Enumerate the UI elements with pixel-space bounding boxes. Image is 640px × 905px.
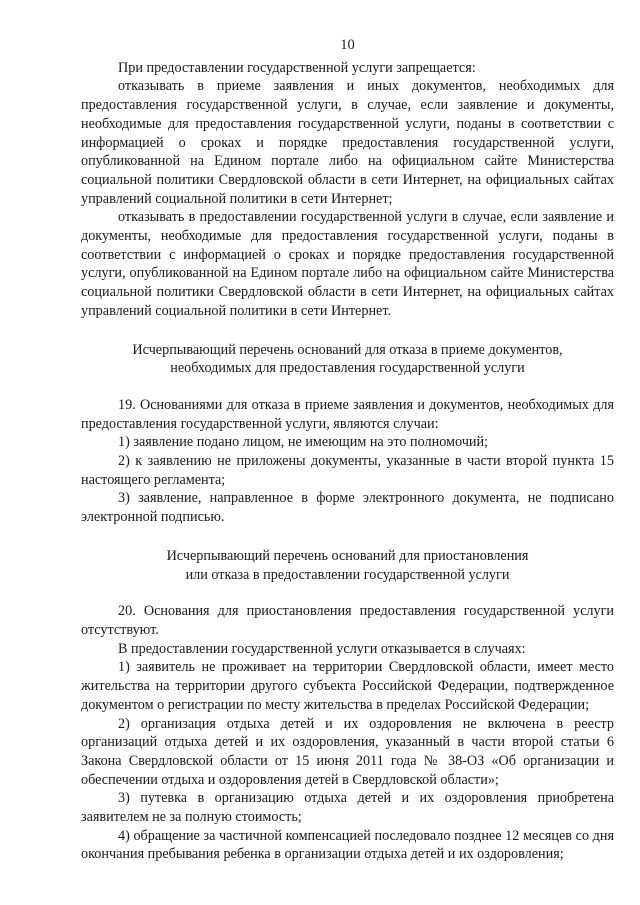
section-heading-document-refusal	[81, 341, 614, 378]
list-item: 2) организация отдыха детей и их оздоровления не включена в реестр организаций отдыха детей и их оздоровления, указанный в части второй статьи 6 Закона Свердловской области от 15 июня 2011 года № 38-ОЗ «Об организации и обеспечении отдыха и оздоровления детей в Свердловской области»;	[81, 715, 614, 788]
spacer	[81, 527, 614, 547]
prohibitions-intro: При предоставлении государственной услуги запрещается:	[118, 59, 476, 76]
page-number: 10	[340, 37, 355, 53]
list-item: 1) заявитель не проживает на территории Свердловской области, имеет место жительства на территории другого субъекта Российской Федерации, подтвержденное документом о регистрации по месту жительства в пределах Российской Федерации;	[81, 659, 614, 713]
list-item: 3) заявление, направленное в форме электронного документа, не подписано электронной подписью.	[81, 490, 614, 526]
heading-line: или отказа в предоставлении государственной услуги	[185, 566, 510, 583]
heading-line: необходимых для предоставления государственной услуги	[170, 360, 525, 377]
spacer	[81, 584, 614, 602]
section-heading-suspension-refusal	[81, 547, 614, 584]
list-item: 2) к заявлению не приложены документы, указанные в части второй пункта 15 настоящего регламента;	[81, 453, 614, 488]
prohibition-paragraph-1: отказывать в приеме заявления и иных документов, необходимых для предоставления государственной услуги, в случае, если заявление и документы, необходимые для предоставления государственной услуги, поданы в соответствии с информацией о сроках и порядке предоставления государственной услуги, опубликованной на Едином портале либо на официальном сайте Министерства социальной политики Свердловской области в сети Интернет, на официальных сайтах управлений социальной политики в сети Интернет;	[81, 78, 614, 207]
paragraph-20: 20. Основания для приостановления предоставления государственной услуги отсутствуют.	[81, 603, 614, 638]
list-item: 3) путевка в организацию отдыха детей и их оздоровления приобретена заявителем не за полную стоимость;	[81, 790, 614, 826]
list-item: 4) обращение за частичной компенсацией последовало позднее 12 месяцев со дня окончания пребывания ребенка в организации отдыха детей и их оздоровления;	[81, 827, 614, 863]
heading-line: Исчерпывающий перечень оснований для приостановления	[166, 547, 529, 564]
heading-line: Исчерпывающий перечень оснований для отказа в приеме документов,	[132, 341, 563, 358]
list-item: 1) заявление подано лицом, не имеющим на это полномочий;	[118, 434, 488, 451]
spacer	[81, 321, 614, 341]
spacer	[81, 378, 614, 396]
paragraph-19: 19. Основаниями для отказа в приеме заявления и документов, необходимых для предоставления государственной услуги, являются случаи:	[81, 396, 614, 432]
refusal-intro: В предоставлении государственной услуги отказывается в случаях:	[118, 640, 526, 657]
prohibition-paragraph-2: отказывать в предоставлении государственной услуги в случае, если заявление и документы, необходимые для предоставления государственной услуги, поданы в соответствии с информацией о сроках и порядке предоставления государственной услуги, опубликованной на Едином портале либо на официальном сайте Министерства социальной политики Свердловской области в сети Интернет, на официальных сайтах управлений социальной политики в сети Интернет.	[81, 209, 614, 319]
